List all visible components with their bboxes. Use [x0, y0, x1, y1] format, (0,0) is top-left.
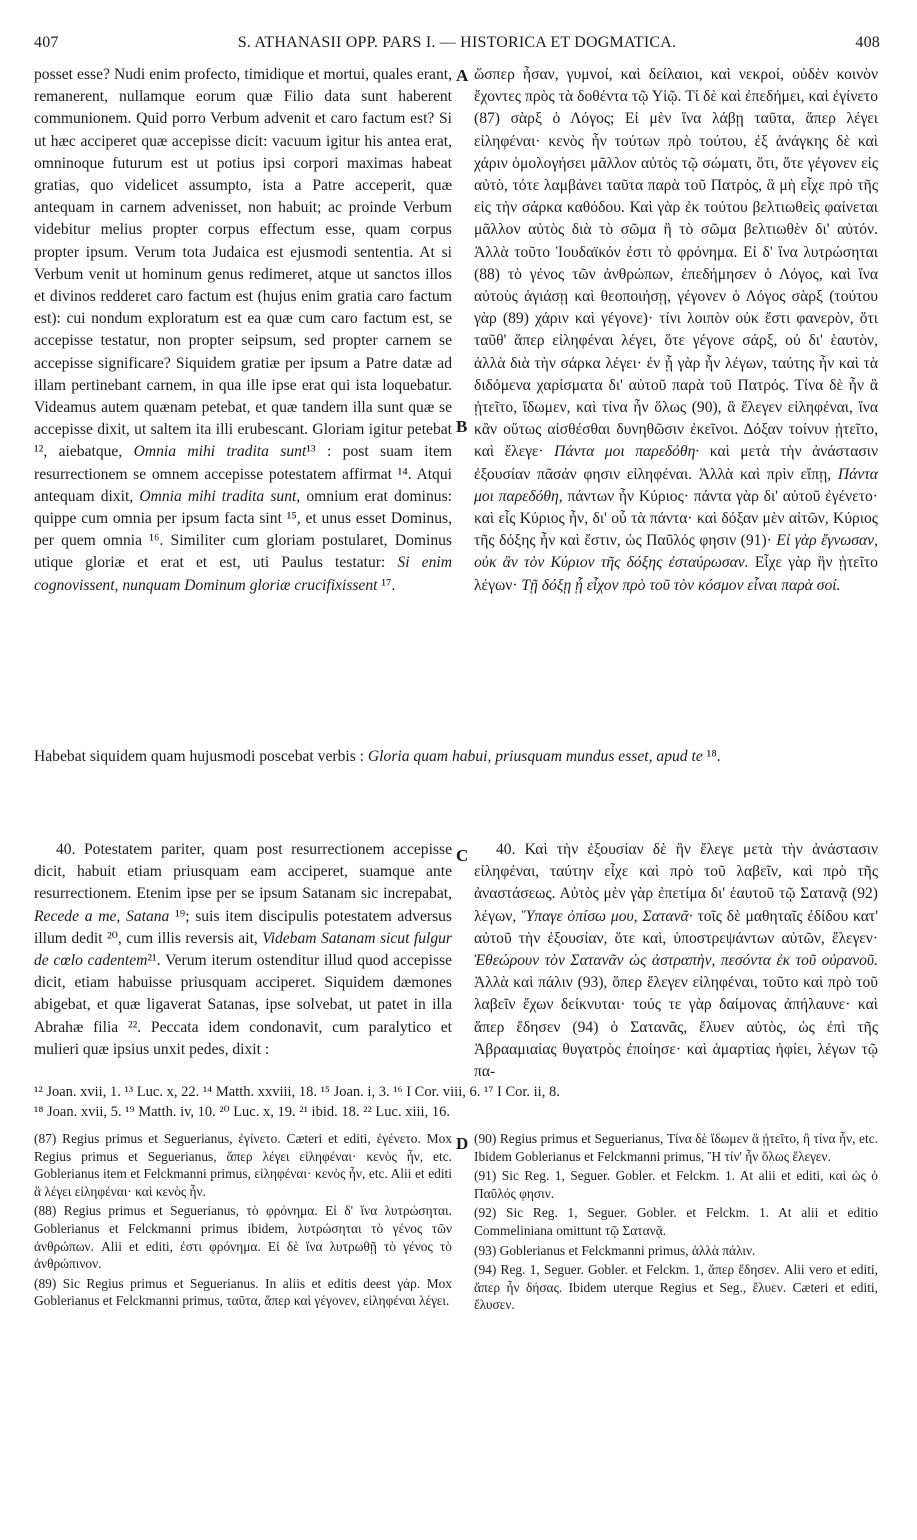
section-marker-c: C — [456, 846, 469, 865]
greek-text: τοῖς δὲ μαθηταῖς ἐδίδου κατ' αὐτοῦ τὴν ἐξουσίαν, ὅτε καὶ, ὑποστρεψάντων αὐτῶν, ἔλεγεν· — [474, 907, 878, 947]
reference-line: ¹² Joan. xvii, 1. ¹³ Luc. x, 22. ¹⁴ Matth. xxviii, 18. ¹⁵ Joan. i, 3. ¹⁶ I Cor. viii, 6. ¹⁷ I Cor. ii, 8. — [34, 1084, 560, 1100]
page-number-left: 407 — [34, 34, 59, 51]
critical-note: (88) Regius primus et Seguerianus, τὸ φρόνημα. Εἰ δ' ἵνα λυτρώσηται. Goblerianus et Felckmanni primus ibidem, λυτρώσηται τὸ γένος τῶν ἀνθρώπων. Alii et editi, ἐστι φρόνημα. Εἰ δὲ ἵνα λυτρωθῇ τὸ γένος τὸ ἀνθρώπινον. — [34, 1203, 452, 1272]
latin-text: posset esse? Nudi enim profecto, timidique et mortui, quales erant, remanerent, nullamque eorum quæ Filio data sunt haberent communionem. Quid porro Verbum advenit et caro factum est? Si ut hæc acciperet quæ accepisse dicit: vacuum igitur his antea erat, omninoque futurum est ut potius ipsi corpori maximas habeat gratias, quo videlicet assumpto, ista a Patre acceperit, quæ antequam in carnem advenisset, non habuit; ac proinde Verbum videbitur melius propter corpus effectum esse, quam corpus propter ipsum. Verum tota Judaica est ejusmodi sententia. At si Verbum venit ut hominum genus redimeret, atque ut sanctos illos et divinos redderet caro factum est (hujus enim gratia caro factum est): cui nondum exploratum est ea quæ cum caro factum est, se accepisse testatur, non propter seipsum, sed propter carnem se accepisse significare? Siquidem gratiæ per ipsum a Patre datæ ad illam pertinebant carnem, in qua ille ipse erat qui ista loquebatur. Videamus autem quænam petebat, et quæ tandem illa sunt quæ se accepisse dixit, ut saltem ita illi erubescant. Gloriam igitur petebat ¹², aiebatque, — [34, 66, 452, 461]
critical-notes-left — [34, 1130, 452, 1312]
critical-note: (89) Sic Regius primus et Seguerianus. In aliis et editis deest γάρ. Mox Goblerianus et Felckmanni primus, ταῦτα, ἅπερ καὶ γέγονεν, εἰληφέναι λέγει. — [34, 1275, 452, 1309]
critical-note: (87) Regius primus et Seguerianus, ἐγίνετο. Cæteri et editi, ἐγένετο. Mox Regius primus et Seguerianus, ἅπερ λέγει εἰληφέναι· κενὸς ἦν, etc. Goblerianus item et Felckmanni primus, εἰληφέναι· κενὸς ἦν, etc. Alii et editi ἃ λέγει εἰληφέναι· καὶ κενὸς ἦν. — [34, 1131, 452, 1199]
latin-column-top — [34, 64, 452, 597]
greek-quote: Πάντα μοι παρεδόθη· — [554, 443, 700, 461]
critical-note: (93) Goblerianus et Felckmanni primus, ἀλλὰ πάλιν. — [474, 1242, 756, 1258]
critical-notes-right — [474, 1130, 878, 1316]
greek-text: ὥσπερ ἦσαν, γυμνοί, καὶ δείλαιοι, καὶ νεκροί, οὐδὲν κοινὸν ἔχοντες πρὸς τὰ δοθέντα τῷ Υἱῷ. Τί δὲ καὶ ἐπεδήμει, καὶ ἐγίνετο (87) σὰρξ ὁ Λόγος; Εἰ μὲν ἵνα λάβῃ ταῦτα, ἅπερ λέγει εἰληφέναι· κενὸς ἦν τούτων πρὸ τούτου, ἐξ ἀνάγκης δὲ καὶ χάριν ὁμολογήσει μᾶλλον αὐτὸς τῷ σώματι, ὅτι, ὅτε γέγονεν εἰς αὐτὸ, τότε λαμβάνει ταῦτα παρὰ τοῦ Πατρὸς, ἃ μὴ εἶχε πρὸ τῆς εἰς τὴν σάρκα καθόδου. Καὶ γὰρ ἐκ τούτου βελτιωθεὶς φαίνεται μᾶλλον αὐτὸς διὰ τὸ σῶμα ἢ τὸ σῶμα βελτιωθὲν δι' αὐτόν. Ἀλλὰ τοῦτο Ἰουδαϊκόν ἐστι τὸ φρόνημα. Εἰ δ' ἵνα λυτρώσηται (88) τὸ γένος τῶν ἀνθρώπων, ἐπεδήμησεν ὁ Λόγος, καὶ ἵνα αὐτοὺς ἁγιάσῃ καὶ θεοποιήσῃ, γέγονεν ὁ Λόγος σὰρξ (τούτου γὰρ (89) χάριν καὶ γέγονε)· τίνι λοιπὸν οὐκ ἔστι φανερὸν, ὅτι ταῦθ' ἅπερ εἰληφέναι λέγει, ὅτε γέγονε σάρξ, οὐ δι' ἑαυτὸν, ἀλλὰ διὰ τὴν σάρκα λέγει· ἐν ᾗ γὰρ ἦν λέγων, ταύτης ἦν καὶ τὰ διδόμενα χαρίσματα δι' αὐτοῦ παρὰ τοῦ Πατρός. Τίνα δὲ ἦν ἃ ᾐτεῖτο, ἴδωμεν, καὶ τίνα ἦν ὅλως (90), ἃ ἔλεγεν εἰληφέναι, ἵνα κἂν οὕτως αἰσθέσθαι δυνηθῶσιν ἐκεῖνοι. Δόξαν τοίνυν ᾐτεῖτο, καὶ ἔλεγε· — [474, 66, 878, 461]
latin-text: Habebat siquidem quam hujusmodi poscebat verbis : — [34, 748, 365, 765]
latin-text: ¹⁹; suis item discipulis potestatem adversus illum dedit ²⁰, cum illis reversis ait, — [34, 907, 452, 947]
scripture-references — [34, 1082, 880, 1122]
latin-quote: Omnia mihi tradita sunt — [133, 443, 307, 461]
latin-text: ¹³ : post suam item resurrectionem se omnem accepisse potestatem affirmat ¹⁴. Atqui antequam dixit, — [34, 443, 453, 505]
greek-column-section-40 — [474, 839, 878, 1083]
latin-quote: Videbam Satanam sicut fulgur de cœlo cadentem — [34, 929, 452, 970]
latin-quote: Omnia mihi tradita sunt, — [139, 487, 301, 505]
page-number-right: 408 — [855, 34, 880, 51]
greek-quote: Πάντα μοι παρεδόθη, — [474, 465, 878, 505]
greek-paragraph — [474, 64, 878, 597]
greek-paragraph — [474, 839, 878, 1083]
latin-full-width-line — [34, 746, 880, 768]
greek-text: Εἶχε γὰρ ἣν ᾐτεῖτο λέγων· — [474, 554, 878, 594]
critical-note: (90) Regius primus et Seguerianus, Τίνα δὲ ἴδωμεν ἃ ᾐτεῖτο, ἢ τίνα ἦν, etc. Ibidem Goblerianus et Felckmanni primus, Ἢ τίν' ἦν ὅλως ἔλεγεν. — [474, 1131, 878, 1164]
latin-paragraph — [34, 839, 452, 1061]
latin-column-section-40 — [34, 839, 452, 1061]
greek-text: καὶ μετὰ τὴν ἀνάστασιν ἐξουσίαν πᾶσάν φησιν εἰληφέναι. Ἀλλὰ καὶ πρὶν εἴπῃ, — [474, 443, 879, 483]
critical-note: (94) Reg. 1, Seguer. Gobler. et Felckm. 1, ἅπερ ἔδησεν. Alii vero et editi, ἅπερ ἦν δήσας. Ibidem uterque Regius et Seg., ἔλυεν. Cæteri et editi, ἔλυσεν. — [474, 1262, 878, 1313]
running-title: S. ATHANASII OPP. PARS I. — HISTORICA ET DOGMATICA. — [237, 34, 677, 51]
greek-quote: Ὕπαγε ὀπίσω μου, Σατανᾶ· — [521, 907, 693, 925]
latin-quote: Si enim cognovissent, nunquam Dominum gloriæ crucifixissent — [34, 554, 452, 594]
section-marker-a: A — [456, 66, 469, 85]
reference-line: ¹⁸ Joan. xvii, 5. ¹⁹ Matth. iv, 10. ²⁰ Luc. x, 19. ²¹ ibid. 18. ²² Luc. xiii, 16. — [34, 1104, 450, 1120]
greek-column-top — [474, 64, 878, 597]
greek-quote: Τῇ δόξῃ ᾗ εἶχον πρὸ τοῦ τὸν κόσμον εἶναι παρὰ σοί. — [521, 576, 841, 594]
latin-paragraph — [34, 64, 452, 597]
latin-text: ¹⁸. — [706, 748, 721, 765]
latin-quote: Gloria quam habui, priusquam mundus esset, apud te — [367, 748, 703, 765]
critical-note: (92) Sic Reg. 1, Seguer. Gobler. et Felckm. 1. At alii et editio Commeliniana omittunt τῷ Σατανᾷ. — [474, 1205, 878, 1238]
greek-text: πάντων ἦν Κύριος· πάντα γὰρ δι' αὐτοῦ ἐγένετο· καὶ εἷς Κύριος ἦν, δι' οὗ τὰ πάντα· καὶ δόξαν μὲν αἰτῶν, Κύριος τῆς δόξης ἦν καὶ ἔστιν, ὡς Παῦλός φησιν (91)· — [474, 487, 878, 550]
greek-text: Ἀλλὰ καὶ πάλιν (93), ὅπερ ἔλεγεν εἰληφέναι, τοῦτο καὶ πρὸ τοῦ λαβεῖν ἔχων δείκνυται· τούς τε γὰρ δαίμονας ἀπήλαυνε· καὶ ἅπερ ἔδησεν (94) ὁ Σατανᾶς, ἔλυεν αὐτὸς, ὡς ἐπὶ τῆς Ἀβρααμιαίας θυγατρὸς ἐποίησε· καὶ ἁμαρτίας ἠφίει, λέγων τῷ πα- — [474, 974, 878, 1081]
greek-quote: Ἐθεώρουν τὸν Σατανᾶν ὡς ἀστραπὴν, πεσόντα ἐκ τοῦ οὐρανοῦ. — [474, 952, 878, 970]
critical-note: (91) Sic Reg. 1, Seguer. Gobler. et Felckm. 1. At alii et editi, καὶ ὡς ὁ Παῦλός φησιν. — [474, 1168, 878, 1201]
latin-quote: Recede a me, Satana — [34, 907, 170, 925]
greek-quote: Εἰ γὰρ ἔγνωσαν, οὐκ ἂν τὸν Κύριον τῆς δόξης ἐσταύρωσαν. — [474, 532, 878, 572]
latin-text: ¹⁷. — [381, 576, 396, 594]
running-header — [34, 34, 880, 56]
latin-text: 40. Potestatem pariter, quam post resurrectionem accepisse dicit, habuit etiam priusquam eam acciperet, suamque ante resurrectionem. Etenim ipse per se ipsum Satanam sic increpabat, — [34, 841, 452, 903]
latin-text: ²¹. Verum iterum ostenditur illud quod accepisse dicit, etiam habuisse priusquam acciperet. Siquidem dæmones abigebat, et quæ ligaverat Satanas, ipse solvebat, ut patet in illa Abrahæ filia ²². Peccata idem condonavit, cum paralytico et mulieri quæ ipsius unxit pedes, dixit : — [34, 952, 452, 1058]
greek-text: 40. Καὶ τὴν ἐξουσίαν δὲ ἣν ἔλεγε μετὰ τὴν ἀνάστασιν εἰληφέναι, ταύτην εἶχε καὶ πρὸ τοῦ λαβεῖν, καὶ πρὸ τῆς ἀναστάσεως. Αὐτὸς μὲν γὰρ ἐπετίμα δι' ἑαυτοῦ τῷ Σατανᾷ (92) λέγων, — [474, 841, 878, 925]
section-marker-d: D — [456, 1134, 469, 1153]
latin-text: omnium erat dominus: quippe cum omnia per ipsum facta sint ¹⁵, et unus esset Dominus, per quem omnia ¹⁶. Similiter cum gloriam postularet, Dominus utique gloriæ et erat et est, uti Paulus testatur: — [34, 487, 452, 572]
section-marker-b: B — [456, 417, 468, 436]
